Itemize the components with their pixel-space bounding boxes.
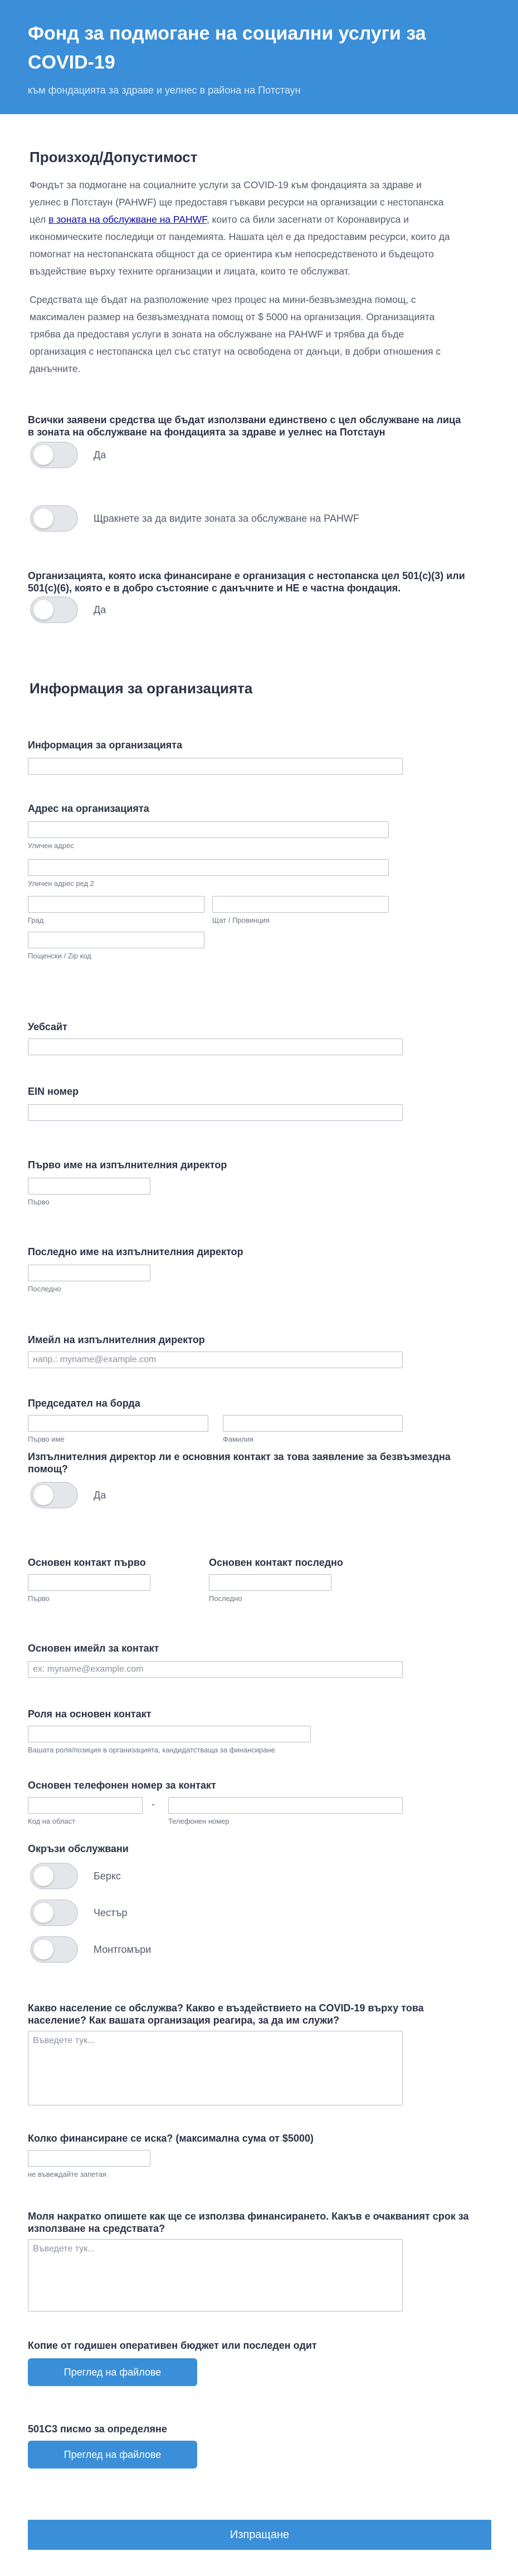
nonprofit-status-question bbox=[28, 570, 465, 594]
county-chester-label: Честър bbox=[94, 1907, 128, 1918]
origin-p2-line: Средствата ще бъдат на разположение чрез процес на мини-безвъзмездна помощ, с bbox=[30, 294, 416, 305]
form-title-line-2: COVID-19 bbox=[28, 52, 115, 73]
funding-usage-textarea[interactable] bbox=[28, 2239, 403, 2311]
director-last-name-input[interactable] bbox=[28, 1265, 150, 1281]
director-last-name-sublabel: Последно bbox=[28, 1285, 61, 1293]
org-section-title: Информация за организацията bbox=[30, 680, 253, 697]
toggle-knob bbox=[33, 508, 53, 528]
origin-paragraph-1 bbox=[30, 177, 509, 280]
main-contact-toggle-label: Да bbox=[94, 1490, 106, 1501]
origin-p1-line: помогнат на нестопанската общност да се ориентира към непосредственото и бъдещото bbox=[30, 248, 434, 259]
origin-p2-line: организация с нестопанска цел със статут на освободена от данъци, в добри отношения с bbox=[30, 346, 441, 357]
county-berks-toggle[interactable] bbox=[30, 1863, 78, 1889]
toggle-knob bbox=[33, 445, 53, 465]
org-name-label: Информация за организацията bbox=[28, 740, 183, 751]
origin-p1-line: въздействие върху техните организации и лицата, които те обслужват. bbox=[30, 266, 350, 277]
submit-button[interactable]: Изпращане bbox=[28, 2520, 491, 2550]
board-chair-first-sublabel: Първо име bbox=[28, 1435, 65, 1443]
board-chair-last-input[interactable] bbox=[223, 1415, 403, 1432]
origin-p1-line: икономическите последици от пандемията. Нашата цел е да предоставим ресурси, които да bbox=[30, 231, 450, 242]
website-input[interactable] bbox=[28, 1039, 403, 1055]
director-email-label: Имейл на изпълнителния директор bbox=[28, 1334, 205, 1345]
street-address-2-sublabel: Уличен адрес ред 2 bbox=[28, 879, 95, 888]
impact-textarea[interactable] bbox=[28, 2031, 403, 2105]
nonprofit-status-toggle-label: Да bbox=[94, 604, 106, 615]
website-label: Уебсайт bbox=[28, 1021, 67, 1032]
origin-p2-line: максимален размер на безвъзмездната помощ от $ 5000 на организация. Организацията bbox=[30, 311, 435, 322]
origin-p2-line: трябва да предоставя услуги в зоната на обслужване на PAHWF и трябва да бъде bbox=[30, 329, 404, 340]
exclusive-use-question bbox=[28, 414, 461, 438]
contact-last-name-label: Основен контакт последно bbox=[209, 1557, 344, 1568]
nonprofit-status-toggle[interactable] bbox=[30, 596, 78, 623]
board-chair-label: Председател на борда bbox=[28, 1398, 140, 1409]
determination-letter-label: 501C3 писмо за определяне bbox=[28, 2423, 167, 2435]
origin-p1-line: уелнес в Потстаун (PAHWF) ще предоставя гъвкави ресурси на организации с нестопанска bbox=[30, 197, 444, 208]
service-zone-link[interactable]: в зоната на обслужване на PAHWF bbox=[48, 214, 207, 225]
area-code-input[interactable] bbox=[28, 1797, 143, 1814]
director-first-name-label: Първо име на изпълнителния директор bbox=[28, 1159, 227, 1171]
board-chair-last-sublabel: Фамилия bbox=[223, 1435, 254, 1443]
form-header bbox=[0, 0, 518, 114]
contact-last-name-sublabel: Последно bbox=[209, 1594, 242, 1603]
origin-p1-text: цел bbox=[30, 214, 49, 225]
nonprofit-status-question-line: Организацията, която иска финансиране е организация с нестопанска цел 501(c)(3) или bbox=[28, 570, 465, 581]
nonprofit-status-question-line: 501(c)(6), която е в добро състояние с данъчните и НЕ е частна фондация. bbox=[28, 582, 401, 594]
ein-label: EIN номер bbox=[28, 1086, 79, 1097]
funding-usage-question-line: използване на средствата? bbox=[28, 2223, 165, 2234]
origin-section-title: Произход/Допустимост bbox=[30, 149, 198, 165]
contact-email-input[interactable] bbox=[28, 1661, 403, 1678]
contact-role-label: Роля на основен контакт bbox=[28, 1708, 152, 1720]
state-sublabel: Щат / Провинция bbox=[212, 916, 270, 924]
exclusive-use-toggle-label: Да bbox=[94, 449, 106, 461]
impact-question bbox=[28, 2002, 424, 2026]
ein-input[interactable] bbox=[28, 1104, 403, 1121]
street-address-sublabel: Уличен адрес bbox=[28, 841, 74, 850]
area-code-sublabel: Код на област bbox=[28, 1817, 76, 1825]
impact-question-line: Какво население се обслужва? Какво е въздействието на COVID-19 върху това bbox=[28, 2002, 424, 2014]
street-address-2-input[interactable] bbox=[28, 859, 389, 876]
funding-usage-question-line: Моля накратко опишете как ще се използва финансирането. Какъв е очакваният срок за bbox=[28, 2211, 469, 2222]
county-berks-label: Беркс bbox=[94, 1870, 121, 1882]
phone-label: Основен телефонен номер за контакт bbox=[28, 1780, 216, 1791]
form-title-line-1: Фонд за подмогане на социални услуги за bbox=[28, 23, 426, 44]
letter-browse-files-button[interactable]: Преглед на файлове bbox=[28, 2441, 197, 2469]
service-zone-toggle[interactable] bbox=[30, 505, 78, 532]
counties-label: Окръзи обслужвани bbox=[28, 1843, 129, 1854]
exclusive-use-toggle[interactable] bbox=[30, 442, 78, 468]
budget-upload-label: Копие от годишен оперативен бюджет или последен одит bbox=[28, 2340, 317, 2351]
main-contact-question bbox=[28, 1451, 451, 1475]
state-input[interactable] bbox=[212, 896, 389, 913]
form-title bbox=[28, 19, 490, 77]
form-body bbox=[0, 114, 518, 2576]
contact-role-sublabel: Вашата роля/позиция в организацията, кандидатстваща за финансиране bbox=[28, 1746, 275, 1754]
toggle-knob bbox=[33, 1485, 53, 1505]
funding-usage-question bbox=[28, 2210, 469, 2235]
contact-email-label: Основен имейл за контакт bbox=[28, 1643, 159, 1654]
toggle-knob bbox=[33, 1866, 53, 1886]
toggle-knob bbox=[33, 1903, 53, 1923]
contact-last-name-input[interactable] bbox=[209, 1574, 331, 1591]
exclusive-use-question-line: в зоната на обслужване на фондацията за здраве и уелнес на Потстаун bbox=[28, 427, 385, 438]
toggle-knob bbox=[33, 1940, 53, 1960]
zip-sublabel: Пощенски / Zip код bbox=[28, 952, 91, 960]
phone-number-input[interactable] bbox=[168, 1797, 403, 1814]
county-montgomery-label: Монтгомъри bbox=[94, 1944, 152, 1955]
origin-p2-line: данъчните. bbox=[30, 363, 81, 374]
service-zone-toggle-label: Щракнете за да видите зоната за обслужване на PAHWF bbox=[94, 513, 359, 524]
contact-first-name-sublabel: Първо bbox=[28, 1594, 50, 1603]
county-chester-toggle[interactable] bbox=[30, 1899, 78, 1926]
director-first-name-sublabel: Първо bbox=[28, 1198, 50, 1206]
impact-question-line: население? Как вашата организация реагира, за да им служи? bbox=[28, 2015, 340, 2026]
funding-amount-label: Колко финансиране се иска? (максимална сума от $5000) bbox=[28, 2133, 314, 2144]
origin-p1-line bbox=[30, 211, 509, 228]
main-contact-toggle[interactable] bbox=[30, 1482, 78, 1509]
toggle-knob bbox=[33, 600, 53, 620]
contact-first-name-label: Основен контакт първо bbox=[28, 1557, 146, 1568]
city-sublabel: Град bbox=[28, 916, 44, 924]
org-name-input[interactable] bbox=[28, 758, 403, 775]
origin-p1-text: , които са били засегнати от Коронавируса и bbox=[206, 214, 409, 225]
phone-dash: - bbox=[152, 1799, 155, 1810]
org-address-label: Адрес на организацията bbox=[28, 803, 149, 814]
main-contact-question-line: помощ? bbox=[28, 1463, 68, 1475]
street-address-input[interactable] bbox=[28, 821, 389, 838]
director-last-name-label: Последно име на изпълнителния директор bbox=[28, 1246, 243, 1257]
contact-role-input[interactable] bbox=[28, 1726, 311, 1742]
director-email-input[interactable] bbox=[28, 1351, 403, 1368]
origin-paragraph-2 bbox=[30, 291, 509, 378]
contact-first-name-input[interactable] bbox=[28, 1574, 150, 1591]
board-chair-first-input[interactable] bbox=[28, 1415, 208, 1432]
origin-p1-line: Фондът за подмогане на социалните услуги за COVID-19 към фондацията за здраве и bbox=[30, 179, 422, 190]
zip-input[interactable] bbox=[28, 932, 204, 948]
phone-number-sublabel: Телефонен номер bbox=[168, 1817, 229, 1825]
city-input[interactable] bbox=[28, 896, 204, 913]
funding-amount-sublabel: не въвеждайте запетая bbox=[28, 2170, 106, 2178]
county-montgomery-toggle[interactable] bbox=[30, 1936, 78, 1963]
main-contact-question-line: Изпълнителния директор ли е основния контакт за това заявление за безвъзмездна bbox=[28, 1451, 451, 1462]
exclusive-use-question-line: Всички заявени средства ще бъдат използвани единствено с цел обслужване на лица bbox=[28, 414, 461, 425]
director-first-name-input[interactable] bbox=[28, 1178, 150, 1194]
funding-amount-input[interactable] bbox=[28, 2150, 150, 2167]
form-subtitle: към фондацията за здраве и уелнес в района на Потстаун bbox=[28, 85, 301, 96]
budget-browse-files-button[interactable]: Преглед на файлове bbox=[28, 2358, 197, 2386]
